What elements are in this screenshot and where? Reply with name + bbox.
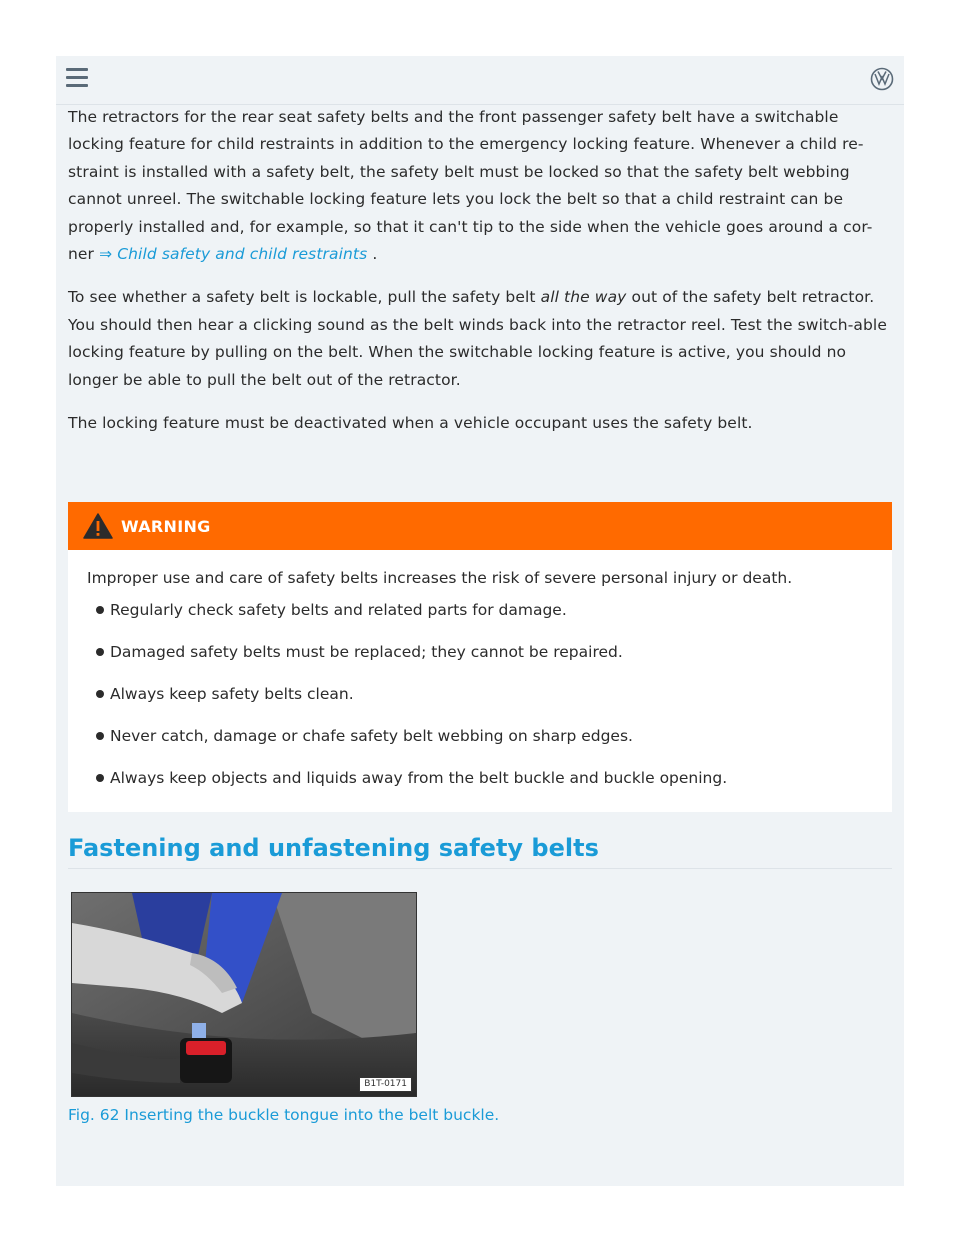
warning-item: Damaged safety belts must be replaced; they cannot be repaired. [68,640,892,664]
warning-triangle-icon [83,513,113,539]
paragraph-test-lockable [68,284,894,394]
warning-item: Always keep safety belts clean. [68,682,892,706]
paragraph-text: The locking feature must be deactivated when a vehicle occupant uses the safety belt. [68,414,753,433]
warning-box [68,502,892,812]
warning-title: WARNING [121,516,211,536]
paragraph-text: To see whether a safety belt is lockable, pull the safety belt [68,288,541,307]
paragraph-deactivate [68,410,894,437]
warning-item: Always keep objects and liquids away from the belt buckle and buckle opening. [68,766,892,790]
child-safety-link[interactable]: ⇒ Child safety and child restraints [99,245,368,264]
figure-image [71,892,417,1097]
section-title: Fastening and unfastening safety belts [68,834,892,869]
paragraph-end: . [367,245,378,264]
warning-header [68,502,892,550]
warning-item: Regularly check safety belts and related parts for damage. [68,598,892,622]
paragraph-locking-feature [68,104,894,268]
content [68,104,894,437]
paragraph-text: The retractors for the rear seat safety belts and the front passenger safety belt have a switchable locking feature for child restraints in addition to the emergency locking feature. Whenever a child re-straint is installed with a safety belt, the safety belt must be locked so that the safety belt webbing cannot unreel. The switchable locking feature lets you lock the belt so that a child restraint can be properly installed and, for example, so that it can't tip to the side when the vehicle goes around a cor-ner [68,108,873,264]
warning-intro: Improper use and care of safety belts increases the risk of severe personal injury or death. [87,569,793,587]
emphasis-text: all the way [540,288,627,307]
warning-list [68,598,892,790]
figure-caption: Fig. 62 Inserting the buckle tongue into the belt buckle. [68,1106,500,1124]
paragraph-text: out of the safety belt retractor. You should then hear a clicking sound as the belt winds back into the retractor reel. Test the switch-able locking feature by pulling on the belt. When the switchable locking feature is active, you should no longer be able to pull the belt out of the retractor. [68,288,887,389]
hamburger-menu-icon[interactable] [66,68,88,90]
figure-code: B1T-0171 [359,1077,412,1092]
vw-logo-icon[interactable] [870,67,894,91]
warning-item: Never catch, damage or chafe safety belt webbing on sharp edges. [68,724,892,748]
belt-buckle-illustration [72,893,416,1096]
document-page [56,56,904,1186]
top-bar [56,56,904,105]
